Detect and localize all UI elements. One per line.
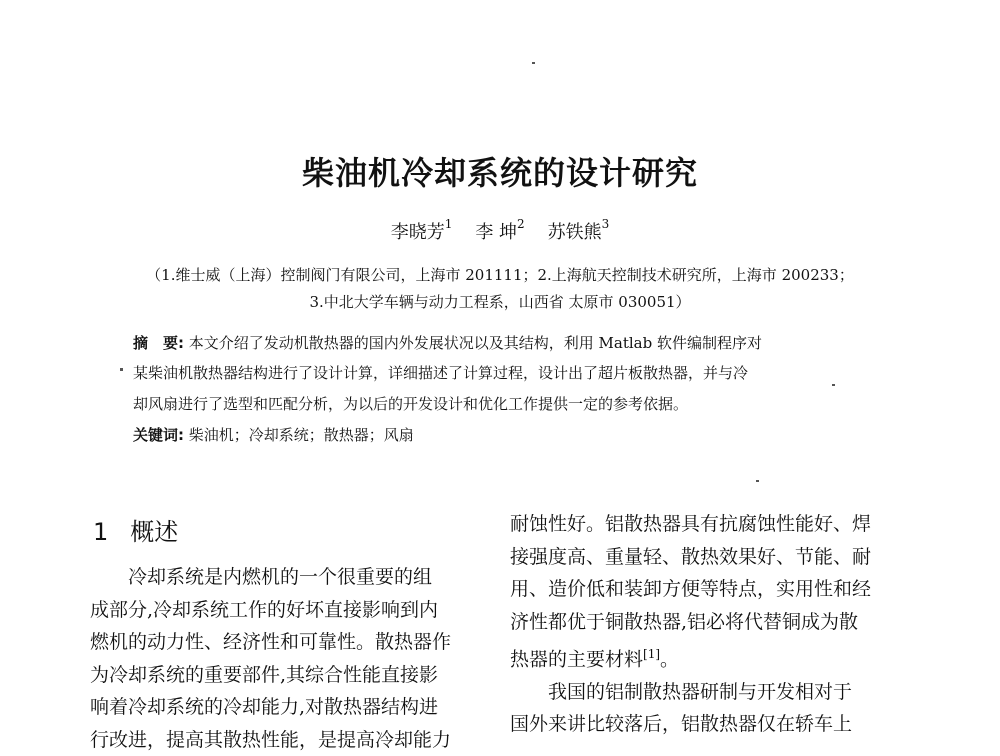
body-line: 成部分,冷却系统工作的好坏直接影响到内: [90, 594, 480, 627]
body-line: 接强度高、重量轻、散热效果好、节能、耐: [510, 541, 900, 574]
paper-title: 柴油机冷却系统的设计研究: [0, 148, 1000, 194]
scan-speck: [120, 368, 123, 371]
section-number: 1: [93, 518, 108, 546]
period: 。: [660, 648, 679, 670]
body-line: 为冷却系统的重要部件,其综合性能直接影: [90, 659, 480, 692]
body-line: 响着冷却系统的冷却能力,对散热器结构进: [90, 691, 480, 724]
keywords-label: 关键词:: [133, 426, 184, 444]
keywords-line: [133, 424, 414, 445]
body-line: 冷却系统是内燃机的一个很重要的组: [90, 561, 480, 594]
abstract-line: 却风扇进行了选型和匹配分析，为以后的开发设计和优化工作提供一定的参考依据。: [133, 393, 688, 414]
body-line: 济性都优于铜散热器,铝必将代替铜成为散: [510, 606, 900, 639]
left-column: [90, 561, 480, 756]
scan-speck: [832, 384, 835, 386]
abstract-line: 某柴油机散热器结构进行了设计计算，详细描述了计算过程，设计出了超片板散热器，并与冷: [133, 362, 748, 383]
abstract-label: 摘 要:: [133, 334, 184, 352]
author-name: 苏铁熊: [548, 222, 602, 243]
author-name: 李 坤: [475, 222, 517, 243]
author-affiliation-mark: 3: [602, 217, 610, 231]
author-affiliation-mark: 1: [445, 217, 453, 231]
right-column: [510, 508, 900, 741]
affiliation-line: 3.中北大学车辆与动力工程系，山西省 太原市 030051）: [0, 291, 1000, 312]
author-name: 李晓芳: [391, 222, 445, 243]
body-line: 用、造价低和装卸方便等特点，实用性和经: [510, 573, 900, 606]
section-heading: [93, 512, 178, 547]
citation: [1]: [643, 647, 660, 661]
body-text: 热器的主要材料: [510, 648, 643, 670]
scan-speck: [532, 62, 535, 64]
abstract-text: 本文介绍了发动机散热器的国内外发展状况以及其结构，利用 Matlab 软件编制程序对: [189, 334, 762, 352]
abstract-line: [133, 332, 762, 353]
section-title: 概述: [130, 518, 178, 546]
keywords-text: 柴油机；冷却系统；散热器；风扇: [189, 426, 414, 444]
body-line: 行改进，提高其散热性能，是提高冷却能力: [90, 724, 480, 756]
body-line: [510, 638, 900, 676]
body-line: 燃机的动力性、经济性和可靠性。散热器作: [90, 626, 480, 659]
scan-speck: [756, 480, 759, 482]
author-affiliation-mark: 2: [517, 217, 525, 231]
body-line: 我国的铝制散热器研制与开发相对于: [510, 676, 900, 709]
body-line: 耐蚀性好。铝散热器具有抗腐蚀性能好、焊: [510, 508, 900, 541]
body-line: 国外来讲比较落后，铝散热器仅在轿车上: [510, 708, 900, 741]
author-list: [0, 218, 1000, 244]
affiliation-line: （1.维士威（上海）控制阀门有限公司，上海市 201111；2.上海航天控制技术研究所，上海市 200233；: [0, 264, 1000, 285]
